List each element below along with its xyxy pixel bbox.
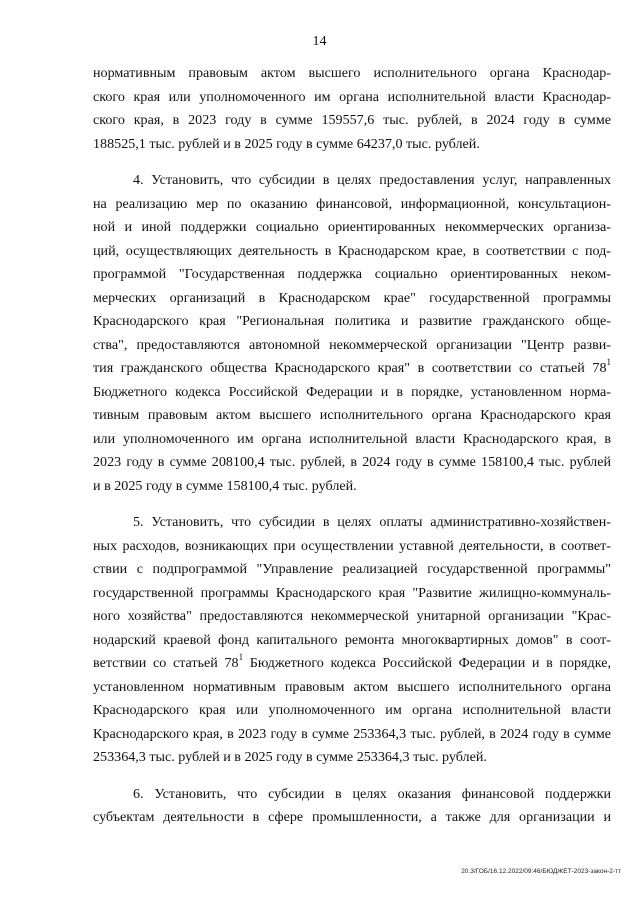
text-line: установленном нормативным правовым актом высшего исполнительного органа — [93, 678, 611, 695]
text-line: 6. Установить, что субсидии в целях оказания финансовой поддержки — [133, 785, 611, 802]
document-footer-code: 20.3/ГОБ/16.12.2022/09:46/БЮДЖЕТ-2023-закон-2-тт — [461, 868, 621, 875]
text-line: ных расходов, возникающих при осуществлении уставной деятельности, в соответ- — [93, 537, 611, 554]
text-line: 253364,3 тыс. рублей и в 2025 году в сумме 253364,3 тыс. рублей. — [93, 749, 487, 765]
line-text: Бюджетного кодекса Российской Федерации и в порядке, — [243, 655, 611, 671]
text-line: и в 2025 году в сумме 158100,4 тыс. рублей. — [93, 477, 357, 494]
text-line: 4. Установить, что субсидии в целях предоставления услуг, направленных — [133, 172, 611, 188]
text-line: ной и иной поддержки социально ориентированных некоммерческих организа- — [93, 219, 611, 235]
text-line: 5. Установить, что субсидии в целях оплаты административно-хозяйствен- — [133, 514, 611, 530]
text-line: Краснодарского края, в 2023 году в сумме 253364,3 тыс. рублей, в 2024 году в сумме — [93, 725, 611, 742]
text-line: ций, осуществляющих деятельность в Краснодарском крае, в соответствии с под- — [93, 242, 611, 259]
paragraph — [93, 62, 611, 156]
text-line: мерческих организаций в Краснодарском крае" государственной программы — [93, 289, 611, 306]
text-line: Краснодарского края или уполномоченного им органа исполнительной власти — [93, 702, 611, 718]
text-line: Краснодарского края "Региональная политика и развитие гражданского обще- — [93, 313, 611, 329]
text-line: ного хозяйства" предоставляются некоммерческой унитарной организации "Крас- — [93, 608, 611, 624]
text-line: 188525,1 тыс. рублей и в 2025 году в сумме 64237,0 тыс. рублей. — [93, 135, 480, 152]
text-line: государственной программы Краснодарского края "Развитие жилищно-коммуналь- — [93, 584, 611, 601]
page-number: 14 — [312, 34, 327, 49]
document-body — [93, 62, 611, 830]
text-line: программой "Государственная поддержка социально ориентированных неком- — [93, 266, 611, 282]
text-line: субъектам деятельности в сфере промышленности, а также для организации и — [93, 809, 611, 825]
paragraph-6 — [93, 783, 611, 830]
text-line — [93, 652, 611, 676]
text-line: 2023 году в сумме 208100,4 тыс. рублей, в 2024 году в сумме 158100,4 тыс. рублей — [93, 454, 611, 470]
line-text: ветствии со статьей 78 — [93, 655, 239, 671]
paragraph-4 — [93, 169, 611, 498]
text-line: ского края или уполномоченного им органа исполнительной власти Краснодар- — [93, 88, 611, 105]
superscript: 1 — [238, 652, 244, 663]
text-line: ства", предоставляются автономной некоммерческой организации "Центр разви- — [93, 336, 611, 353]
paragraph-5 — [93, 511, 611, 770]
text-line: нормативным правовым актом высшего исполнительного органа Краснодар- — [93, 65, 611, 81]
text-line — [93, 357, 611, 381]
text-line: ствии с подпрограммой "Управление реализацией государственной программы" — [93, 561, 611, 577]
text-line: на реализацию мер по оказанию финансовой, информационной, консультацион- — [93, 195, 611, 212]
text-line: тивным правовым актом высшего исполнительного органа Краснодарского края — [93, 407, 611, 423]
text-line: нодарский краевой фонд капитального ремонта многоквартирных домов" в соот- — [93, 631, 611, 648]
line-text: тия гражданского общества Краснодарского края" в соответствии со статьей 78 — [93, 360, 607, 376]
superscript: 1 — [606, 357, 611, 368]
text-line: ского края, в 2023 году в сумме 159557,6 тыс. рублей, в 2024 году в сумме — [93, 112, 611, 128]
text-line: Бюджетного кодекса Российской Федерации и в порядке, установленном норма- — [93, 383, 611, 400]
text-line: или уполномоченного им органа исполнительной власти Краснодарского края, в — [93, 430, 611, 447]
